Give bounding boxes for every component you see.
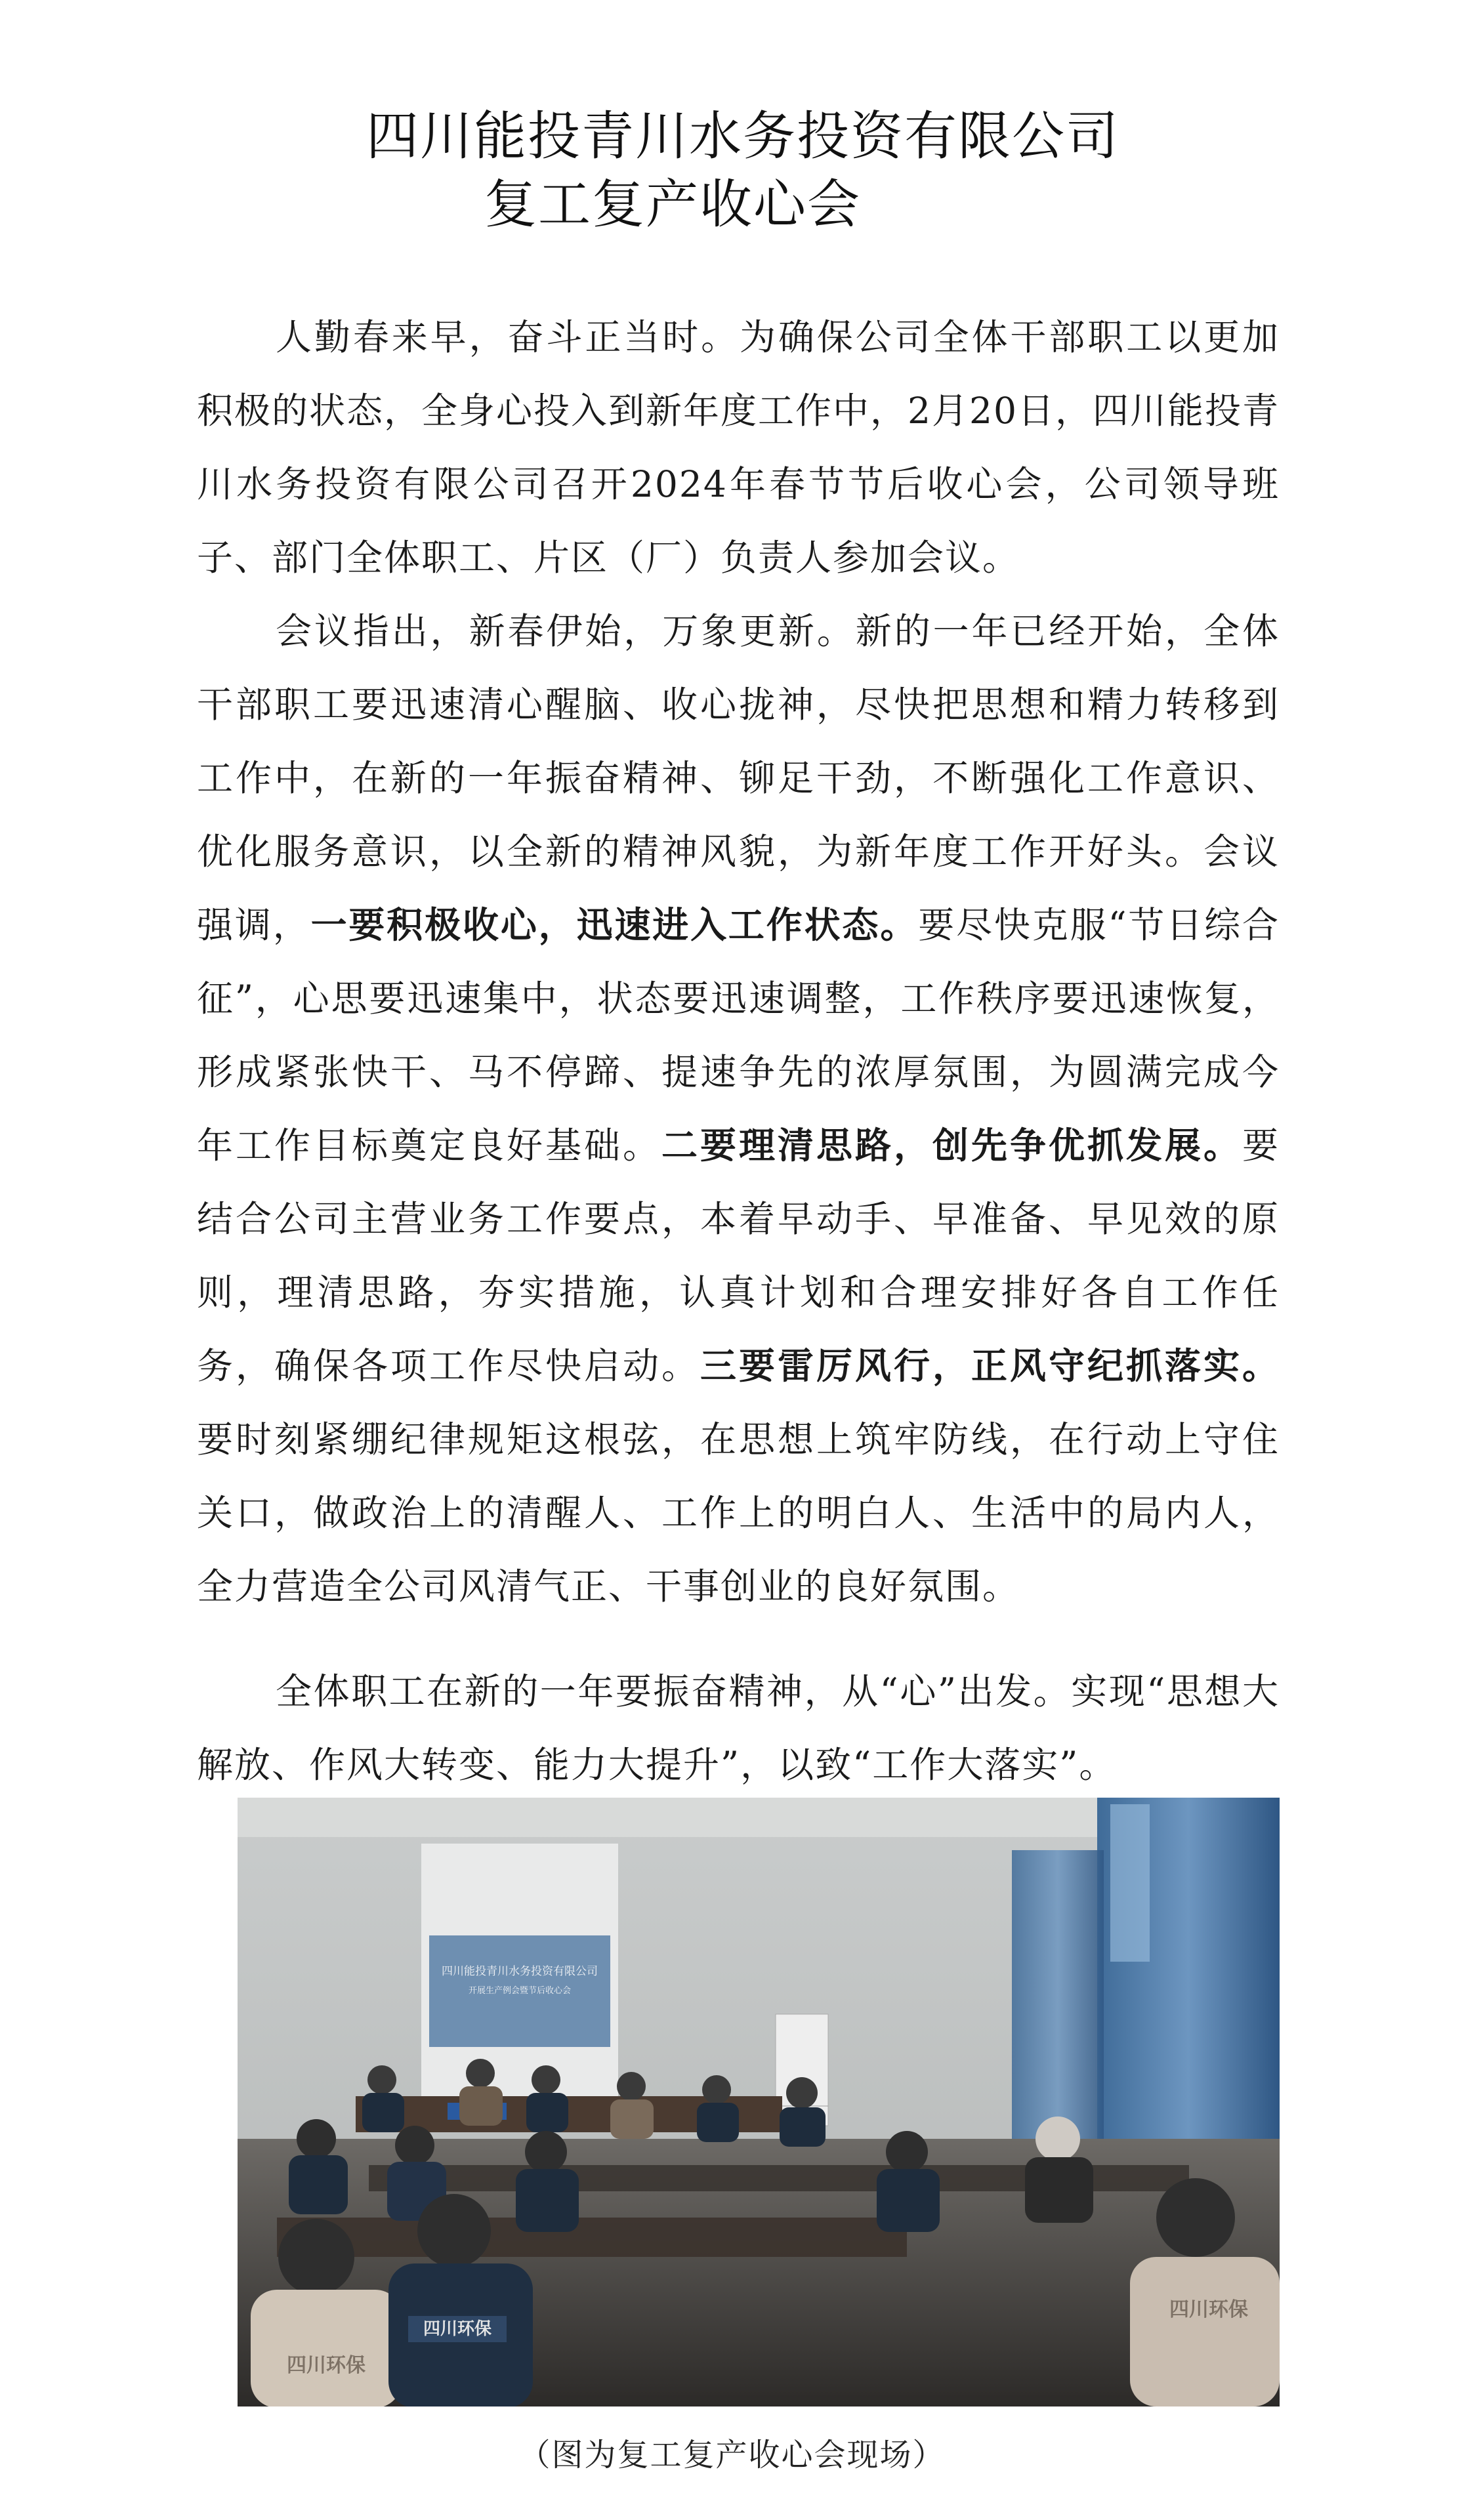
meeting-photo (238, 1798, 1280, 2406)
paragraph-text: 人勤春来早，奋斗正当时。为确保公司全体干部职工以更加积极的状态，全身心投入到新年度工作中，2月20日，四川能投青川水务投资有限公司召开2024年春节节后收心会，公司领导班子、部门全体职工、片区（厂）负责人参加会议。 (197, 316, 1280, 579)
article-title-line1: 四川能投青川水务投资有限公司 (366, 106, 1119, 167)
article-title-line2: 复工复产收心会 (484, 174, 861, 235)
emphasis-text: 一要积极收心，迅速进入工作状态。 (310, 904, 919, 946)
body-paragraph (197, 300, 1280, 594)
emphasis-text: 三要雷厉风行，正风守纪抓落实。 (700, 1345, 1280, 1387)
photo-caption: （图为复工复产收心会现场） (518, 2437, 946, 2473)
article-body (197, 300, 1280, 1802)
body-paragraph (197, 594, 1280, 1623)
vest-text-left: 四川环保 (287, 2354, 366, 2377)
paragraph-text: 要时刻紧绷纪律规矩这根弦，在思想上筑牢防线，在行动上守住关口，做政治上的清醒人、工作上的明白人、生活中的局内人，全力营造全公司风清气正、干事创业的良好氛围。 (197, 1418, 1280, 1607)
paragraph-text: 要结合公司主营业务工作要点，本着早动手、早准备、早见效的原则，理清思路，夯实措施，认真计划和合理安排好各自工作任务，确保各项工作尽快启动。 (197, 1125, 1280, 1387)
body-paragraph (197, 1655, 1280, 1802)
vest-text-right: 四川环保 (1169, 2298, 1248, 2321)
screen-text-line2: 开展生产例会暨节后收心会 (468, 1986, 572, 1996)
vest-text-center: 四川环保 (423, 2319, 492, 2339)
emphasis-text: 二要理清思路，创先争优抓发展。 (661, 1125, 1242, 1167)
screen-text-line1: 四川能投青川水务投资有限公司 (442, 1965, 598, 1978)
paragraph-text: 会议指出，新春伊始，万象更新。新的一年已经开始，全体干部职工要迅速清心醒脑、收心拢神，尽快把思想和精力转移到工作中，在新的一年振奋精神、铆足干劲，不断强化工作意识、优化服务意识，以全新的精神风貌，为新年度工作开好头。会议强调， (197, 610, 1280, 946)
paragraph-text: 全体职工在新的一年要振奋精神，从“心”出发。实现“思想大解放、作风大转变、能力大提升”，以致“工作大落实”。 (197, 1670, 1280, 1786)
paragraph-text: 要尽快克服“节日综合征”，心思要迅速集中，状态要迅速调整，工作秩序要迅速恢复，形成紧张快干、马不停蹄、提速争先的浓厚氛围，为圆满完成今年工作目标奠定良好基础。 (197, 904, 1280, 1167)
